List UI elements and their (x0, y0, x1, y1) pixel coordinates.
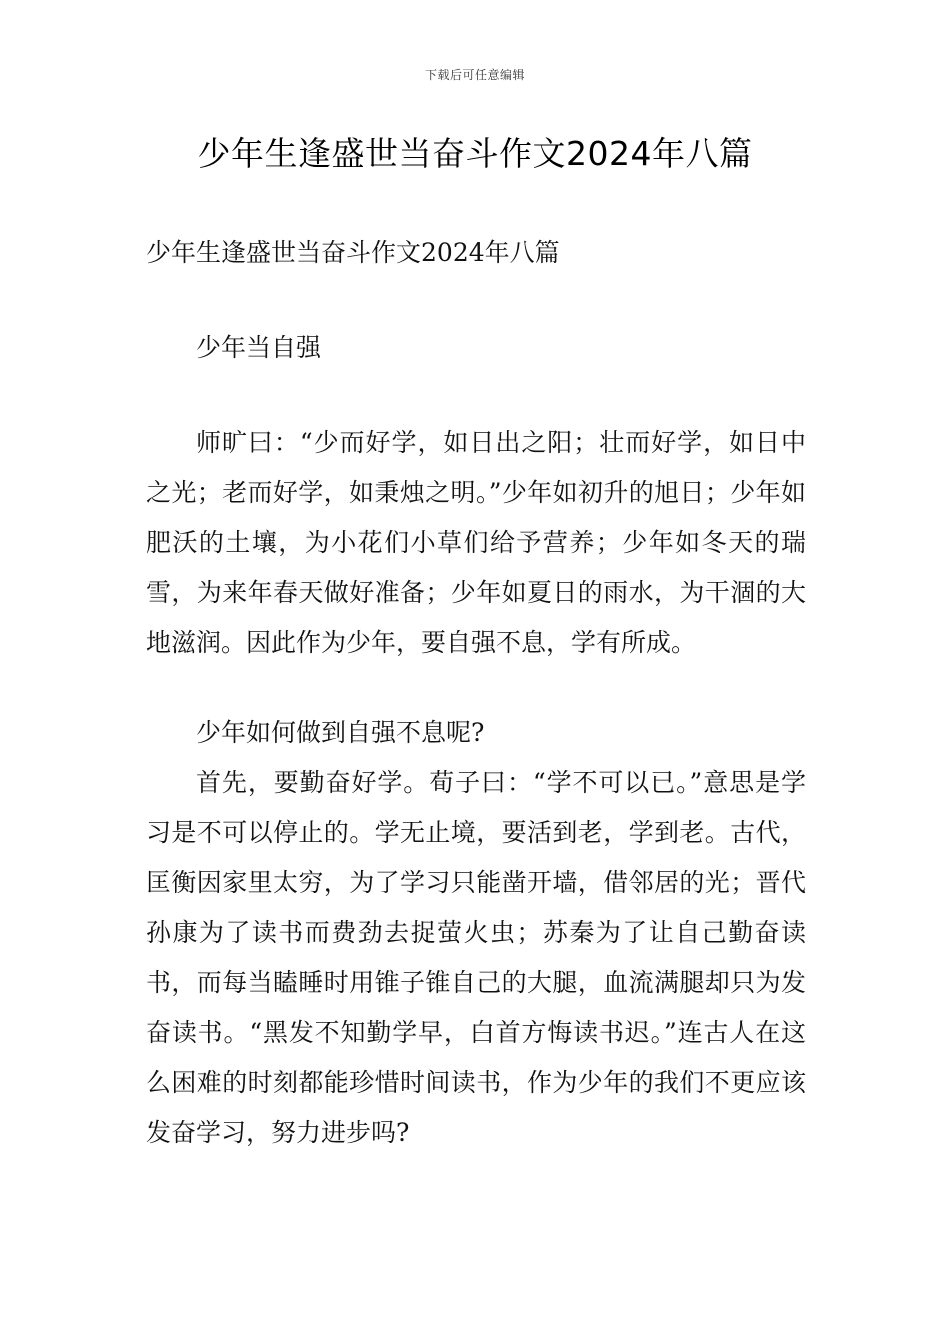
paragraph-spacer (146, 668, 806, 708)
header-note: 下载后可任意编辑 (424, 68, 525, 82)
paragraph-2: 少年如何做到自强不息呢? (196, 718, 485, 747)
section-heading: 少年当自强 (196, 333, 322, 362)
document-title: 少年生逢盛世当奋斗作文2024年八篇 (197, 134, 753, 173)
paragraph-spacer (146, 373, 806, 418)
document-body (146, 228, 806, 1158)
paragraph-3: 首先，要勤奋好学。荀子曰：“学不可以已。”意思是学习是不可以停止的。学无止境，要活到老，学到老。古代，匡衡因家里太穷，为了学习只能凿开墙，借邻居的光；晋代孙康为了读书而费劲去捉萤火虫；苏秦为了让自己勤奋读书，而每当瞌睡时用锥子锥自己的大腿，血流满腿却只为发奋读书。“黑发不知勤学早，白首方悔读书迟。”连古人在这么困难的时刻都能珍惜时间读书，作为少年的我们不更应该发奋学习，努力进步吗? (146, 768, 806, 1147)
document-subtitle: 少年生逢盛世当奋斗作文2024年八篇 (146, 238, 560, 267)
paragraph-1: 师旷曰：“少而好学，如日出之阳；壮而好学，如日中之光；老而好学，如秉烛之明。”少年如初升的旭日；少年如肥沃的土壤，为小花们小草们给予营养；少年如冬天的瑞雪，为来年春天做好准备；少年如夏日的雨水，为干涸的大地滋润。因此作为少年，要自强不息，学有所成。 (146, 428, 806, 657)
paragraph-spacer (146, 278, 806, 323)
